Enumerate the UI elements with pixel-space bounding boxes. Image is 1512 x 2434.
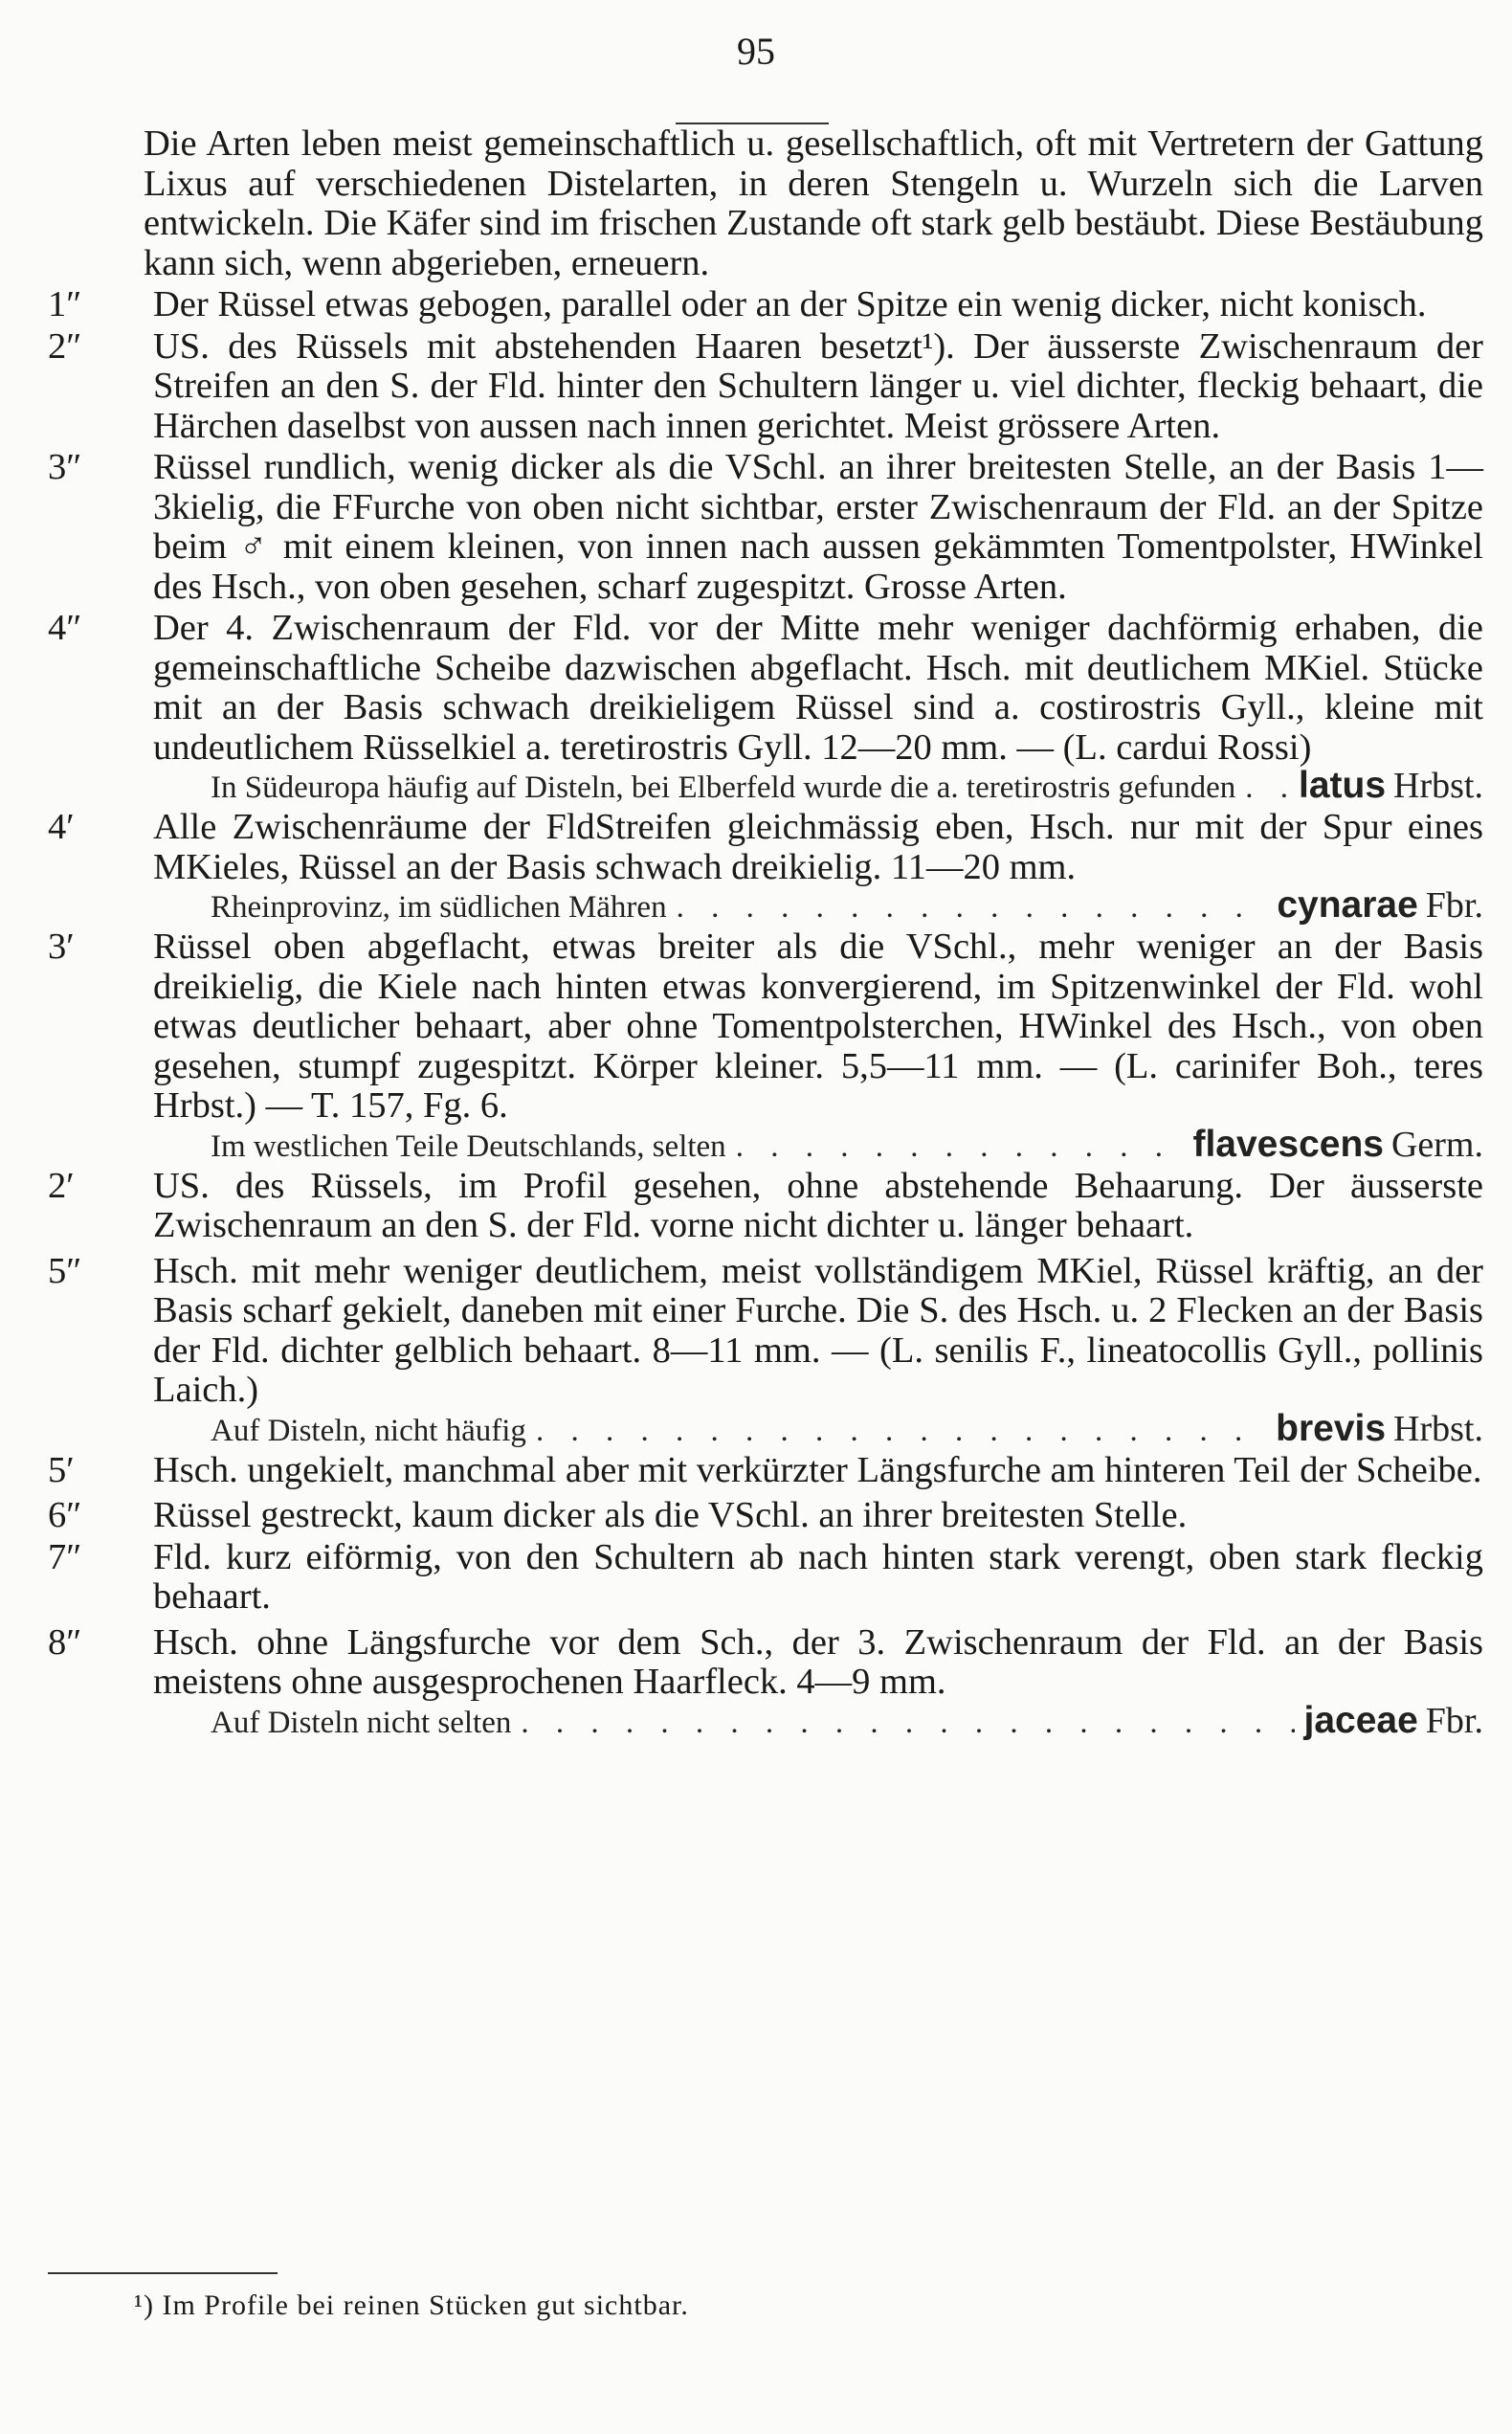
key-entry-6 [48, 1496, 1483, 1536]
species-name: latus [1299, 765, 1387, 806]
entry-number: 5′ [48, 1449, 75, 1490]
entry-number: 3′ [48, 927, 75, 967]
intro-paragraph: Die Arten leben meist gemeinschaftlich u. gesellschaftlich, oft mit Vertretern der Gattung Lixus auf verschiedenen Distelarten, in deren Stengeln u. Wurzeln sich die Larven entwickeln. Die Käfer sind im frischen Zustande oft stark gelb bestäubt. Diese Bestäubung kann sich, wenn abgerieben, erneuern. [144, 123, 1483, 283]
distribution-line [48, 884, 1483, 926]
entry-text: US. des Rüssels mit abstehenden Haaren besetzt¹). Der äusserste Zwischenraum der Streifen an den S. der Fld. hinter den Schultern länger u. viel dichter, fleckig behaart, die Härchen daselbst von aussen nach innen gerichtet. Meist grössere Arten. [153, 325, 1483, 446]
entry-number: 2″ [48, 325, 82, 367]
entry-number: 2′ [48, 1165, 75, 1206]
key-entry-3b [48, 927, 1483, 1127]
key-entry-8 [48, 1623, 1483, 1703]
species-author: Fbr. [1425, 1700, 1483, 1741]
species-name: cynarae [1277, 884, 1418, 926]
entry-text: Der 4. Zwischenraum der Fld. vor der Mitte mehr weniger dachförmig erhaben, die gemeinschaftliche Scheibe dazwischen abgeflacht. Hsch. mit deutlichem MKiel. Stücke mit an der Basis schwach dreikieligem Rüssel sind a. costirostris Gyll., kleine mit undeutlichem Rüsselkiel a. teretirostris Gyll. 12—20 mm. — (L. cardui Rossi) [153, 608, 1483, 768]
entry-text: Hsch. ungekielt, manchmal aber mit verkürzter Längsfurche am hinteren Teil der Scheibe. [153, 1449, 1482, 1490]
key-entry-4b [48, 808, 1483, 887]
entry-number: 1″ [48, 284, 82, 324]
entry-text: Hsch. mit mehr weniger deutlichem, meist vollständigem MKiel, Rüssel kräftig, an der Basis scharf gekielt, daneben mit einer Furche. Die S. des Hsch. u. 2 Flecken an der Basis der Fld. dichter gelblich behaart. 8—11 mm. — (L. senilis F., lineatocollis Gyll., pollinis Laich.) [153, 1250, 1483, 1410]
distribution-line [48, 1123, 1483, 1165]
distribution-line [48, 1699, 1483, 1741]
species-name: brevis [1276, 1407, 1387, 1449]
entry-text: Rüssel oben abgeflacht, etwas breiter als die VSchl., mehr weniger an der Basis dreikielig, die Kiele nach hinten etwas konvergierend, im Spitzenwinkel der Fld. wohl etwas deutlicher behaart, aber ohne Tomentpolsterchen, HWinkel des Hsch., von oben gesehen, stumpf zugespitzt. Körper kleiner. 5,5—11 mm. — (L. carinifer Boh., teres Hrbst.) — T. 157, Fg. 6. [153, 927, 1483, 1126]
entry-number: 8″ [48, 1621, 82, 1663]
key-entry-5b [48, 1451, 1483, 1491]
footnote-rule [48, 2272, 278, 2274]
entry-text: Alle Zwischenräume der FldStreifen gleichmässig eben, Hsch. nur mit der Spur eines MKieles, Rüssel an der Basis schwach dreikielig. 11—20 mm. [153, 807, 1483, 887]
locality: Rheinprovinz, im südlichen Mähren [211, 890, 667, 925]
key-entry-2b [48, 1167, 1483, 1246]
species-name: flavescens [1192, 1123, 1384, 1165]
footnote: ¹) Im Profile bei reinen Stücken gut sichtbar. [134, 2289, 689, 2321]
locality: Im westlichen Teile Deutschlands, selten [211, 1128, 726, 1164]
leader-dots [736, 1129, 1184, 1165]
key-entry-3 [48, 448, 1483, 607]
leader-dots [1245, 770, 1289, 806]
species-author: Fbr. [1425, 885, 1483, 926]
species-author: Germ. [1390, 1124, 1483, 1165]
key-entry-2 [48, 327, 1483, 447]
entry-number: 4′ [48, 807, 75, 847]
locality: Auf Disteln nicht selten [211, 1705, 512, 1740]
key-text [48, 124, 1483, 1741]
entry-text: Der Rüssel etwas gebogen, parallel oder an der Spitze ein wenig dicker, nicht konisch. [153, 284, 1427, 324]
key-entry-5 [48, 1252, 1483, 1411]
entry-number: 5″ [48, 1250, 82, 1291]
species-author: Hrbst. [1393, 1408, 1483, 1449]
entry-text: Rüssel gestreckt, kaum dicker als die VSchl. an ihrer breitesten Stelle. [153, 1495, 1188, 1535]
key-entry-1 [48, 285, 1483, 325]
leader-dots [521, 1706, 1294, 1741]
page-number: 95 [737, 30, 775, 73]
entry-number: 6″ [48, 1495, 82, 1535]
entry-number: 3″ [48, 447, 82, 487]
distribution-line [48, 1407, 1483, 1449]
key-entry-7 [48, 1538, 1483, 1618]
entry-number: 7″ [48, 1536, 82, 1577]
entry-text: Rüssel rundlich, wenig dicker als die VSchl. an ihrer breitesten Stelle, an der Basis 1—3kielig, die FFurche von oben nicht sichtbar, erster Zwischenraum der Fld. an der Spitze beim ♂ mit einem kleinen, von innen nach aussen gekämmten Tomentpolster, HWinkel des Hsch., von oben gesehen, scharf zugespitzt. Grosse Arten. [153, 447, 1483, 607]
distribution-line [48, 765, 1483, 806]
species-name: jaceae [1303, 1699, 1418, 1741]
locality: In Südeuropa häufig auf Disteln, bei Elberfeld wurde die a. teretirostris gefunden [211, 770, 1236, 805]
leader-dots [677, 890, 1268, 926]
entry-text: US. des Rüssels, im Profil gesehen, ohne abstehende Behaarung. Der äusserste Zwischenraum an den S. der Fld. vorne nicht dichter u. länger behaart. [153, 1165, 1483, 1245]
entry-text: Fld. kurz eiförmig, von den Schultern ab nach hinten stark verengt, oben stark fleckig behaart. [153, 1536, 1483, 1617]
leader-dots [536, 1414, 1266, 1449]
species-author: Hrbst. [1393, 766, 1483, 806]
entry-number: 4″ [48, 608, 82, 648]
entry-text: Hsch. ohne Längsfurche vor dem Sch., der 3. Zwischenraum der Fld. an der Basis meistens ohne ausgesprochenen Haarfleck. 4—9 mm. [153, 1621, 1483, 1702]
locality: Auf Disteln, nicht häufig [211, 1413, 526, 1448]
key-entry-4 [48, 609, 1483, 768]
